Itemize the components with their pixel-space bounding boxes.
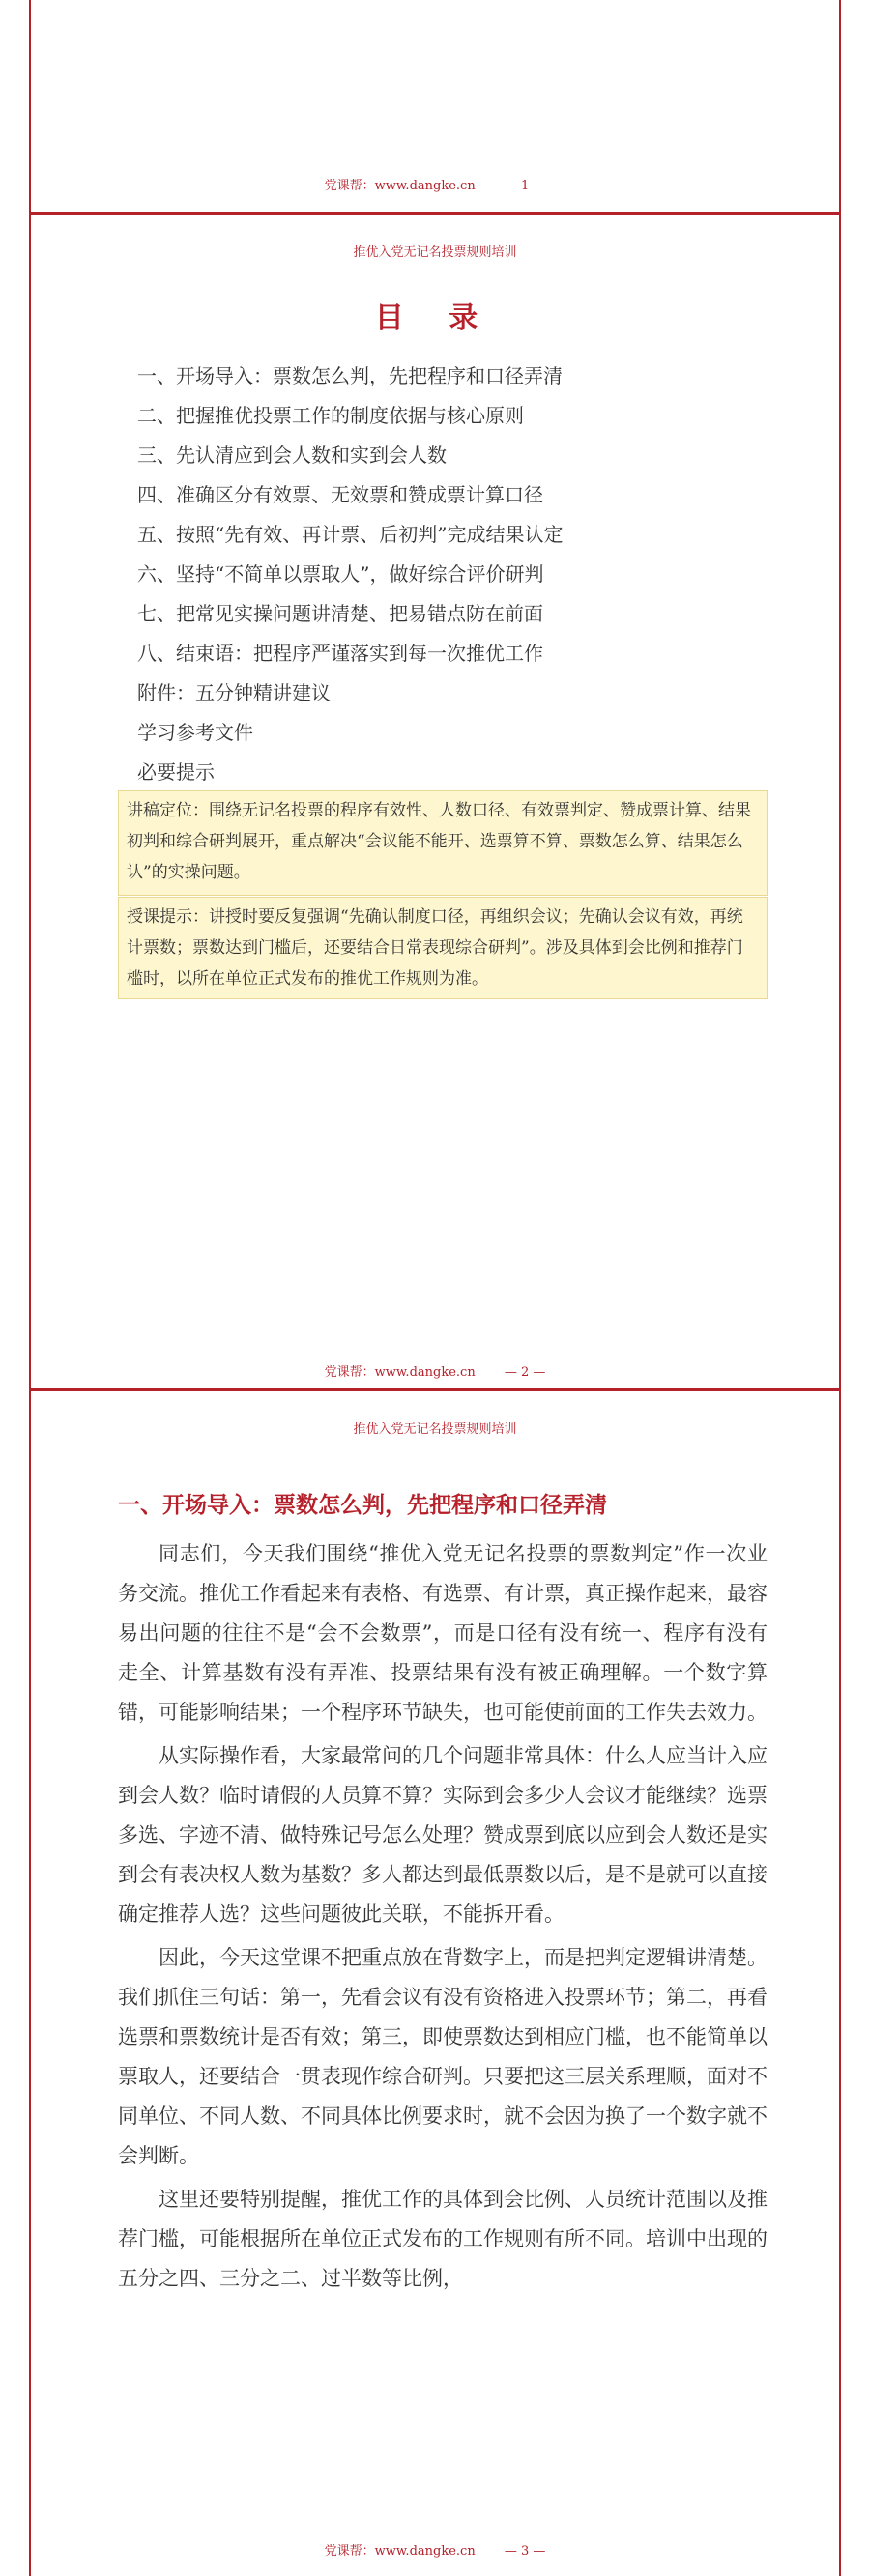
toc-item[interactable]: 必要提示 [137, 760, 215, 784]
page-2 [29, 215, 841, 1391]
toc-item[interactable]: 八、结束语：把程序严谨落实到每一次推优工作 [137, 642, 543, 665]
page-footer [31, 175, 839, 193]
table-of-contents [137, 357, 756, 792]
body-paragraph: 因此，今天这堂课不把重点放在背数字上，而是把判定逻辑讲清楚。我们抓住三句话：第一，先看会议有没有资格进入投票环节；第二，再看选票和票数统计是否有效；第三，即使票数达到相应门槛，也不能简单以票取人，还要结合一贯表现作综合研判。只要把这三层关系理顺，面对不同单位、不同人数、不同具体比例要求时，就不会因为换了一个数字就不会判断。 [118, 1946, 768, 2167]
body-paragraph: 同志们，今天我们围绕“推优入党无记名投票的票数判定”作一次业务交流。推优工作看起来有表格、有选票、有计票，真正操作起来，最容易出问题的往往不是“会不会数票”，而是口径有没有统一、程序有没有走全、计算基数有没有弄准、投票结果有没有被正确理解。一个数字算错，可能影响结果；一个程序环节缺失，也可能使前面的工作失去效力。 [118, 1542, 768, 1724]
page-1 [29, 0, 841, 215]
page-3 [29, 1391, 841, 2576]
page-header: 推优入党无记名投票规则培训 [353, 245, 517, 260]
section-body [118, 1534, 768, 2303]
body-paragraph: 从实际操作看，大家最常问的几个问题非常具体：什么人应当计入应到会人数？临时请假的人员算不算？实际到会多少人会议才能继续？选票多选、字迹不清、做特殊记号怎么处理？赞成票到底以应到会人数还是实到会有表决权人数为基数？多人都达到最低票数以后，是不是就可以直接确定推荐人选？这些问题彼此关联，不能拆开看。 [118, 1744, 768, 1926]
page-footer [31, 2540, 839, 2559]
toc-item[interactable]: 三、先认清应到会人数和实到会人数 [137, 444, 447, 467]
toc-title: 目 录 [374, 301, 496, 335]
page-footer [31, 1361, 839, 1380]
section-heading: 一、开场导入：票数怎么判，先把程序和口径弄清 [118, 1492, 607, 1518]
footer-site: 党课帮：www.dangke.cn [324, 2544, 476, 2559]
toc-item[interactable]: 一、开场导入：票数怎么判，先把程序和口径弄清 [137, 364, 563, 387]
lecture-positioning-note: 讲稿定位：围绕无记名投票的程序有效性、人数口径、有效票判定、赞成票计算、结果初判和综合研判展开，重点解决“会议能不能开、选票算不算、票数怎么算、结果怎么认”的实操问题。 [118, 790, 768, 896]
toc-item[interactable]: 五、按照“先有效、再计票、后初判”完成结果认定 [137, 523, 564, 546]
page-header: 推优入党无记名投票规则培训 [353, 1422, 517, 1437]
teaching-tip-note: 授课提示：讲授时要反复强调“先确认制度口径，再组织会议；先确认会议有效，再统计票数；票数达到门槛后，还要结合日常表现综合研判”。涉及具体到会比例和推荐门槛时，以所在单位正式发布的推优工作规则为准。 [118, 897, 768, 999]
footer-site: 党课帮：www.dangke.cn [324, 179, 476, 193]
toc-item[interactable]: 二、把握推优投票工作的制度依据与核心原则 [137, 404, 524, 427]
footer-page-number: — 3 — [504, 2544, 546, 2559]
body-paragraph: 这里还要特别提醒，推优工作的具体到会比例、人员统计范围以及推荐门槛，可能根据所在单位正式发布的工作规则有所不同。培训中出现的五分之四、三分之二、过半数等比例， [118, 2188, 768, 2290]
footer-page-number: — 2 — [504, 1365, 546, 1380]
toc-item[interactable]: 附件：五分钟精讲建议 [137, 681, 331, 704]
toc-item[interactable]: 七、把常见实操问题讲清楚、把易错点防在前面 [137, 602, 543, 625]
toc-item[interactable]: 六、坚持“不简单以票取人”，做好综合评价研判 [137, 562, 544, 586]
footer-page-number: — 1 — [504, 179, 546, 193]
toc-item[interactable]: 四、准确区分有效票、无效票和赞成票计算口径 [137, 483, 543, 506]
footer-site: 党课帮：www.dangke.cn [324, 1365, 476, 1380]
toc-item[interactable]: 学习参考文件 [137, 721, 253, 744]
